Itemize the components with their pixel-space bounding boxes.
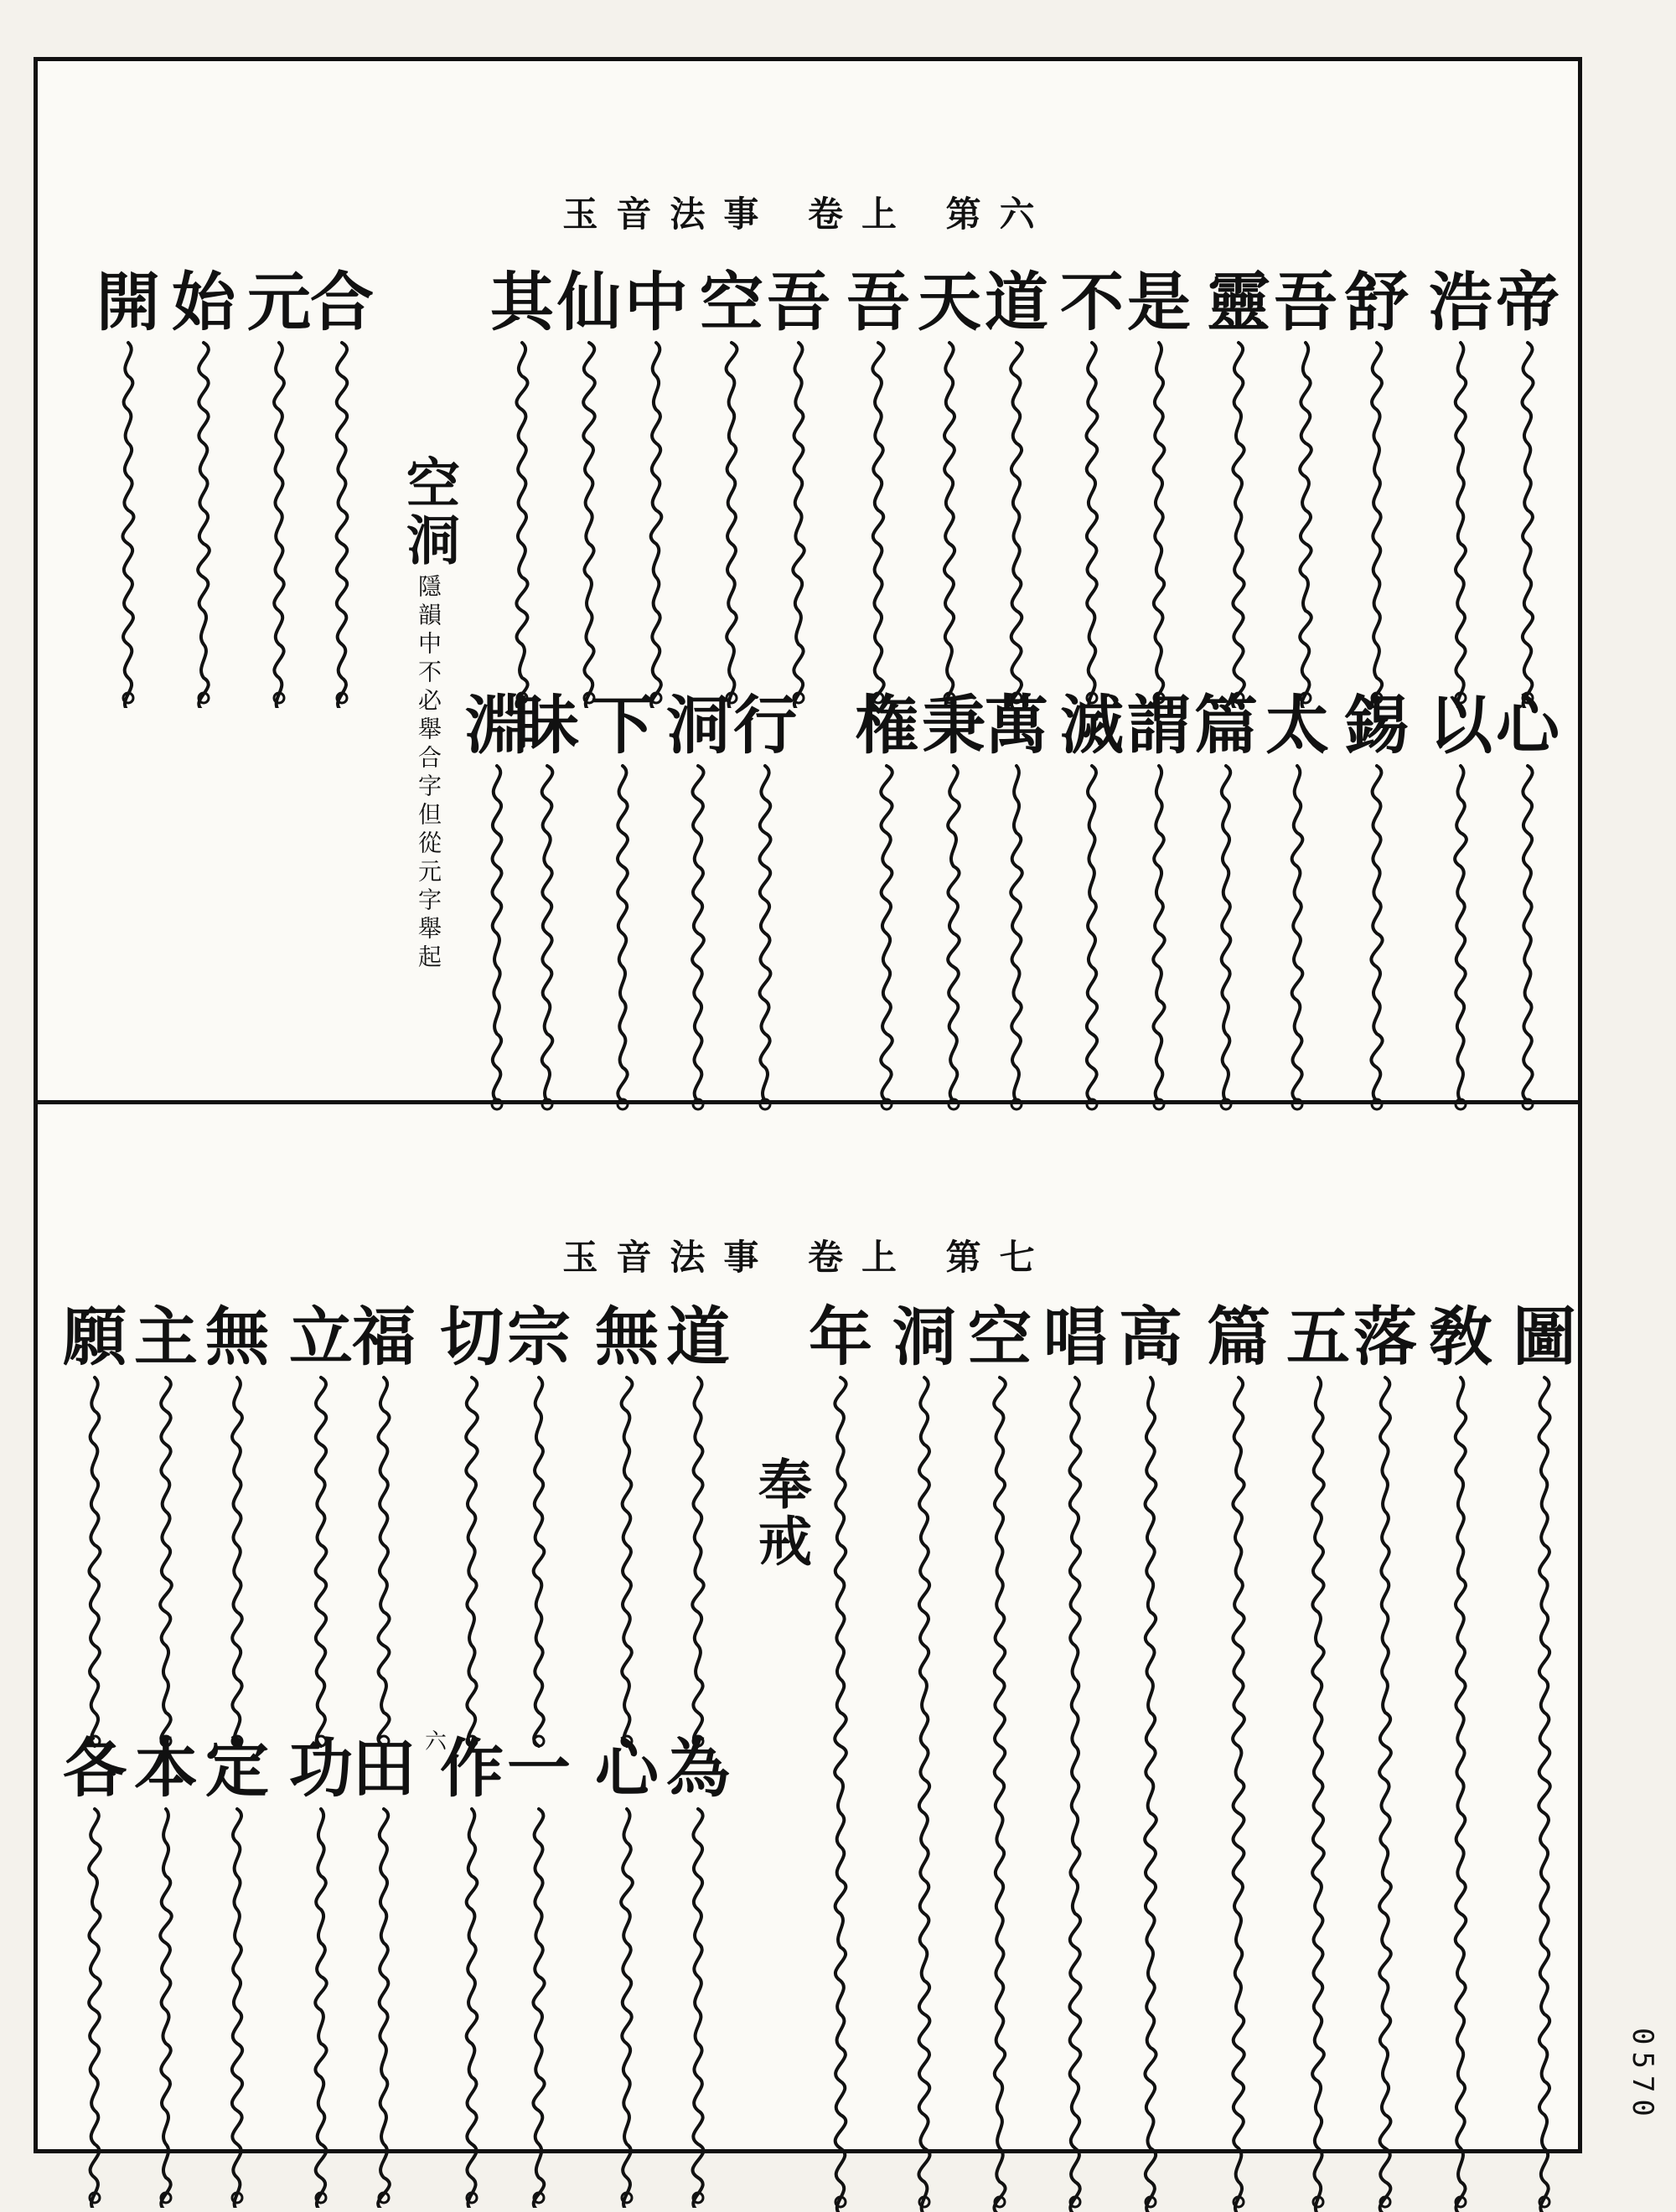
- bottom-column: [1207, 1300, 1270, 2212]
- top-glyph: 是: [1127, 265, 1191, 339]
- top-glyph: 帝: [1496, 265, 1560, 339]
- neume-line: [1356, 1374, 1415, 2212]
- top-glyph: 吾: [846, 265, 910, 339]
- neume-line: [1348, 762, 1406, 1114]
- neume-line: [1498, 339, 1557, 708]
- top-column: [1345, 265, 1409, 708]
- top-column: [172, 265, 235, 708]
- neume-line: [1276, 339, 1335, 708]
- bottom-column: [63, 1731, 127, 2208]
- neume-line: [292, 1806, 350, 2208]
- bottom-column: [205, 1731, 269, 2208]
- neume-line: [627, 339, 685, 708]
- top-note: 隱韻中不必舉合字但從元字舉起: [415, 573, 442, 973]
- top-glyph: 行: [733, 688, 797, 762]
- bottom-glyph: 切: [440, 1300, 504, 1374]
- top-column: [1265, 688, 1329, 1114]
- top-column: [666, 688, 730, 1114]
- top-title-column: [390, 455, 467, 973]
- top-column: [922, 688, 985, 1114]
- bottom-glyph: 高: [1119, 1300, 1182, 1374]
- bottom-header: 玉音法事 卷上 第七: [562, 1237, 1053, 1278]
- bottom-glyph: 洞: [892, 1300, 956, 1374]
- top-column: [855, 688, 918, 1114]
- neume-line: [510, 1374, 568, 1751]
- bottom-glyph: 年: [809, 1300, 872, 1374]
- bottom-mark-six: 六: [425, 1729, 447, 1755]
- neume-line: [493, 339, 551, 708]
- top-column: [1429, 688, 1492, 1114]
- neume-line: [597, 1806, 656, 2208]
- bottom-glyph: 功: [289, 1731, 353, 1806]
- bottom-glyph: 本: [134, 1731, 198, 1806]
- bottom-glyph: 定: [205, 1731, 269, 1806]
- top-column: [1207, 265, 1270, 708]
- neume-line: [1515, 1374, 1574, 2212]
- neume-line: [769, 339, 828, 708]
- neume-line: [1197, 762, 1255, 1114]
- bottom-glyph: 各: [63, 1731, 127, 1806]
- neume-line: [736, 762, 794, 1114]
- top-glyph: 元: [247, 265, 311, 339]
- bottom-column: [134, 1300, 198, 1751]
- bottom-column: [1353, 1300, 1417, 2212]
- top-column: [985, 265, 1048, 708]
- top-column: [1429, 265, 1492, 708]
- top-glyph: 謂: [1127, 688, 1191, 762]
- bottom-glyph: 無: [595, 1300, 659, 1374]
- top-glyph: 太: [1265, 688, 1329, 762]
- neume-line: [1209, 1374, 1268, 2212]
- neume-line: [442, 1374, 501, 1751]
- neume-line: [354, 1374, 413, 1751]
- top-column: [1274, 265, 1337, 708]
- top-glyph: 吾: [1274, 265, 1337, 339]
- top-glyph: 錫: [1345, 688, 1409, 762]
- bottom-title-column: [742, 1456, 819, 1570]
- neume-line: [849, 339, 908, 708]
- neume-line: [702, 339, 761, 708]
- bottom-column: [440, 1731, 504, 2208]
- top-glyph: 仙: [557, 265, 621, 339]
- top-column: [918, 265, 981, 708]
- neume-line: [811, 1374, 870, 2212]
- bottom-column: [134, 1731, 198, 2208]
- neume-line: [987, 339, 1046, 708]
- neume-line: [510, 1806, 568, 2208]
- neume-line: [669, 1374, 727, 1751]
- bottom-glyph: 福: [352, 1300, 416, 1374]
- top-glyph: 篇: [1194, 688, 1258, 762]
- top-glyph: 靈: [1207, 265, 1270, 339]
- top-panel: [38, 61, 1578, 1100]
- bottom-glyph: 作: [440, 1731, 504, 1806]
- top-glyph: 其: [490, 265, 554, 339]
- top-column: [767, 265, 830, 708]
- top-column: [96, 265, 160, 708]
- top-title: 空洞: [397, 455, 460, 569]
- bottom-column: [1286, 1300, 1350, 2212]
- top-column: [1127, 688, 1191, 1114]
- bottom-column: [289, 1300, 353, 1751]
- bottom-panel: [38, 1104, 1578, 2153]
- bottom-glyph: 無: [205, 1300, 269, 1374]
- bottom-glyph: 篇: [1207, 1300, 1270, 1374]
- neume-line: [468, 762, 526, 1114]
- top-glyph: 秉: [922, 688, 985, 762]
- bottom-column: [809, 1300, 872, 2212]
- bottom-column: [666, 1300, 730, 1751]
- bottom-glyph: 圖: [1513, 1300, 1576, 1374]
- neume-line: [669, 1806, 727, 2208]
- neume-line: [924, 762, 983, 1114]
- neume-line: [1063, 762, 1121, 1114]
- bottom-glyph: 敎: [1429, 1300, 1492, 1374]
- neume-line: [1063, 339, 1121, 708]
- neume-line: [987, 762, 1046, 1114]
- bottom-column: [507, 1731, 571, 2208]
- top-glyph: 不: [1060, 265, 1124, 339]
- neume-line: [920, 339, 979, 708]
- neume-line: [1209, 339, 1268, 708]
- bottom-column: [205, 1300, 269, 1751]
- top-column: [1060, 688, 1124, 1114]
- top-glyph: 中: [624, 265, 688, 339]
- neume-line: [857, 762, 916, 1114]
- neume-line: [1431, 762, 1490, 1114]
- bottom-glyph: 空: [968, 1300, 1032, 1374]
- bottom-glyph: 主: [134, 1300, 198, 1374]
- top-glyph: 以: [1429, 688, 1492, 762]
- bottom-column: [595, 1731, 659, 2208]
- top-column: [700, 265, 763, 708]
- bottom-column: [666, 1731, 730, 2208]
- top-glyph: 吾: [767, 265, 830, 339]
- bottom-column: [968, 1300, 1032, 2212]
- neume-line: [1130, 762, 1188, 1114]
- neume-line: [1268, 762, 1327, 1114]
- top-glyph: 心: [1496, 688, 1560, 762]
- page-number: 0570: [1626, 2028, 1659, 2123]
- neume-line: [597, 1374, 656, 1751]
- top-glyph: 道: [985, 265, 1048, 339]
- neume-line: [895, 1374, 954, 2212]
- bottom-glyph: 立: [289, 1300, 353, 1374]
- bottom-column: [63, 1300, 127, 1751]
- neume-line: [1348, 339, 1406, 708]
- bottom-glyph: 五: [1286, 1300, 1350, 1374]
- top-glyph: 洞: [666, 688, 730, 762]
- neume-line: [99, 339, 158, 708]
- top-column: [465, 688, 529, 1114]
- top-column: [557, 265, 621, 708]
- neume-line: [1130, 339, 1188, 708]
- neume-line: [1498, 762, 1557, 1114]
- top-column: [591, 688, 654, 1114]
- top-column: [1496, 265, 1560, 708]
- neume-line: [313, 339, 371, 708]
- top-column: [1194, 688, 1258, 1114]
- bottom-glyph: 願: [63, 1300, 127, 1374]
- top-column: [1060, 265, 1124, 708]
- neume-line: [669, 762, 727, 1114]
- top-column: [1345, 688, 1409, 1114]
- top-glyph: 権: [855, 688, 918, 762]
- top-header: 玉音法事 卷上 第六: [562, 194, 1053, 235]
- top-column: [310, 265, 374, 708]
- neume-line: [65, 1806, 124, 2208]
- top-glyph: 浩: [1429, 265, 1492, 339]
- bottom-title: 奉戒: [749, 1456, 812, 1570]
- top-glyph: 天: [918, 265, 981, 339]
- top-glyph: 萬: [985, 688, 1048, 762]
- top-glyph: 舒: [1345, 265, 1409, 339]
- bottom-column: [289, 1731, 353, 2208]
- bottom-glyph: 一: [507, 1731, 571, 1806]
- bottom-column: [440, 1300, 504, 1751]
- top-column: [247, 265, 311, 708]
- neume-line: [174, 339, 233, 708]
- bottom-column: [1513, 1300, 1576, 2212]
- top-column: [985, 688, 1048, 1114]
- bottom-glyph: 為: [666, 1731, 730, 1806]
- top-glyph: 始: [172, 265, 235, 339]
- bottom-column: [892, 1300, 956, 2212]
- neume-line: [208, 1374, 266, 1751]
- page-frame: [34, 57, 1582, 2153]
- neume-line: [1046, 1374, 1104, 2212]
- top-glyph: 空: [700, 265, 763, 339]
- top-glyph: 開: [96, 265, 160, 339]
- bottom-column: [352, 1731, 416, 2208]
- neume-line: [65, 1374, 124, 1751]
- neume-line: [250, 339, 308, 708]
- neume-line: [560, 339, 618, 708]
- bottom-glyph: 落: [1353, 1300, 1417, 1374]
- top-glyph: 下: [591, 688, 654, 762]
- bottom-column: [352, 1300, 416, 1751]
- neume-line: [292, 1374, 350, 1751]
- neume-line: [1431, 339, 1490, 708]
- bottom-column: [595, 1300, 659, 1751]
- top-column: [1127, 265, 1191, 708]
- top-glyph: 淵: [465, 688, 529, 762]
- bottom-glyph: 道: [666, 1300, 730, 1374]
- bottom-glyph: 田: [352, 1731, 416, 1806]
- top-glyph: 合: [310, 265, 374, 339]
- top-column: [846, 265, 910, 708]
- bottom-glyph: 心: [595, 1731, 659, 1806]
- neume-line: [1431, 1374, 1490, 2212]
- top-column: [490, 265, 554, 708]
- top-column: [733, 688, 797, 1114]
- top-column: [624, 265, 688, 708]
- neume-line: [137, 1806, 195, 2208]
- top-glyph: 滅: [1060, 688, 1124, 762]
- top-glyph: 眛: [515, 688, 579, 762]
- neume-line: [137, 1374, 195, 1751]
- neume-line: [593, 762, 652, 1114]
- neume-line: [970, 1374, 1029, 2212]
- top-column: [1496, 688, 1560, 1114]
- neume-line: [208, 1806, 266, 2208]
- bottom-column: [1043, 1300, 1107, 2212]
- neume-line: [1121, 1374, 1180, 2212]
- bottom-column: [1429, 1300, 1492, 2212]
- bottom-column: [1119, 1300, 1182, 2212]
- neume-line: [354, 1806, 413, 2208]
- bottom-glyph: 宗: [507, 1300, 571, 1374]
- bottom-column: [507, 1300, 571, 1751]
- bottom-glyph: 唱: [1043, 1300, 1107, 1374]
- neume-line: [1289, 1374, 1348, 2212]
- neume-line: [442, 1806, 501, 2208]
